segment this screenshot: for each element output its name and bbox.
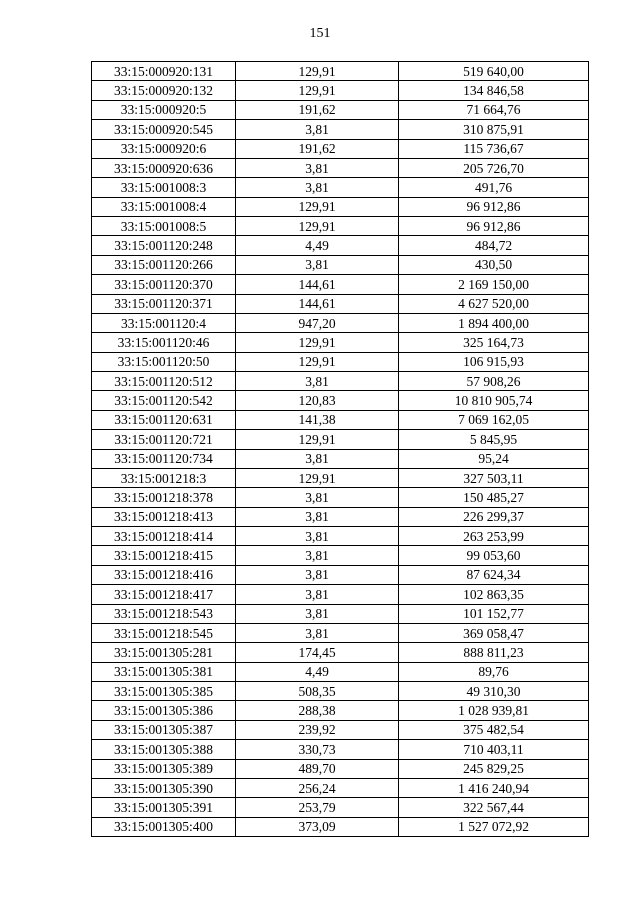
value-cell: 226 299,37 <box>399 507 589 526</box>
table-row <box>92 294 589 313</box>
table-row <box>92 217 589 236</box>
rate-cell: 4,49 <box>236 236 399 255</box>
rate-cell: 330,73 <box>236 740 399 759</box>
table-row <box>92 604 589 623</box>
value-cell: 369 058,47 <box>399 623 589 642</box>
cadastral-number-cell: 33:15:001305:386 <box>92 701 236 720</box>
value-cell: 375 482,54 <box>399 720 589 739</box>
cadastral-number-cell: 33:15:001120:512 <box>92 372 236 391</box>
rate-cell: 129,91 <box>236 197 399 216</box>
table-row <box>92 817 589 836</box>
value-cell: 430,50 <box>399 255 589 274</box>
cadastral-number-cell: 33:15:001008:4 <box>92 197 236 216</box>
table-row <box>92 178 589 197</box>
value-cell: 102 863,35 <box>399 585 589 604</box>
rate-cell: 174,45 <box>236 643 399 662</box>
cadastral-number-cell: 33:15:000920:636 <box>92 158 236 177</box>
rate-cell: 129,91 <box>236 81 399 100</box>
value-cell: 89,76 <box>399 662 589 681</box>
table-row <box>92 449 589 468</box>
table-body <box>92 62 589 837</box>
table-row <box>92 527 589 546</box>
table-row <box>92 565 589 584</box>
value-cell: 5 845,95 <box>399 430 589 449</box>
value-cell: 10 810 905,74 <box>399 391 589 410</box>
cadastral-number-cell: 33:15:001218:415 <box>92 546 236 565</box>
rate-cell: 947,20 <box>236 313 399 332</box>
rate-cell: 3,81 <box>236 372 399 391</box>
table-row <box>92 468 589 487</box>
cadastral-number-cell: 33:15:001120:734 <box>92 449 236 468</box>
table-row <box>92 81 589 100</box>
cadastral-number-cell: 33:15:001305:281 <box>92 643 236 662</box>
value-cell: 101 152,77 <box>399 604 589 623</box>
table-row <box>92 313 589 332</box>
rate-cell: 144,61 <box>236 294 399 313</box>
value-cell: 134 846,58 <box>399 81 589 100</box>
cadastral-number-cell: 33:15:001008:3 <box>92 178 236 197</box>
value-cell: 49 310,30 <box>399 682 589 701</box>
value-cell: 115 736,67 <box>399 139 589 158</box>
rate-cell: 3,81 <box>236 604 399 623</box>
value-cell: 888 811,23 <box>399 643 589 662</box>
rate-cell: 288,38 <box>236 701 399 720</box>
value-cell: 491,76 <box>399 178 589 197</box>
table-row <box>92 275 589 294</box>
value-cell: 57 908,26 <box>399 372 589 391</box>
table-row <box>92 798 589 817</box>
cadastral-number-cell: 33:15:001218:3 <box>92 468 236 487</box>
rate-cell: 129,91 <box>236 333 399 352</box>
cadastral-number-cell: 33:15:001305:388 <box>92 740 236 759</box>
table-row <box>92 488 589 507</box>
cadastral-number-cell: 33:15:000920:131 <box>92 62 236 81</box>
cadastral-number-cell: 33:15:001120:4 <box>92 313 236 332</box>
rate-cell: 239,92 <box>236 720 399 739</box>
rate-cell: 3,81 <box>236 120 399 139</box>
cadastral-number-cell: 33:15:001120:46 <box>92 333 236 352</box>
rate-cell: 256,24 <box>236 778 399 797</box>
rate-cell: 3,81 <box>236 178 399 197</box>
cadastral-number-cell: 33:15:000920:5 <box>92 100 236 119</box>
table-row <box>92 255 589 274</box>
rate-cell: 191,62 <box>236 100 399 119</box>
rate-cell: 144,61 <box>236 275 399 294</box>
cadastral-number-cell: 33:15:001305:391 <box>92 798 236 817</box>
rate-cell: 373,09 <box>236 817 399 836</box>
cadastral-number-cell: 33:15:001218:413 <box>92 507 236 526</box>
value-cell: 96 912,86 <box>399 197 589 216</box>
value-cell: 710 403,11 <box>399 740 589 759</box>
table-row <box>92 236 589 255</box>
cadastral-number-cell: 33:15:001218:416 <box>92 565 236 584</box>
value-cell: 87 624,34 <box>399 565 589 584</box>
rate-cell: 3,81 <box>236 255 399 274</box>
table-row <box>92 430 589 449</box>
cadastral-number-cell: 33:15:001305:387 <box>92 720 236 739</box>
rate-cell: 129,91 <box>236 217 399 236</box>
cadastral-number-cell: 33:15:001120:542 <box>92 391 236 410</box>
cadastral-number-cell: 33:15:001218:378 <box>92 488 236 507</box>
rate-cell: 129,91 <box>236 430 399 449</box>
cadastral-number-cell: 33:15:000920:132 <box>92 81 236 100</box>
table-row <box>92 507 589 526</box>
table-row <box>92 333 589 352</box>
rate-cell: 3,81 <box>236 527 399 546</box>
cadastral-number-cell: 33:15:001305:390 <box>92 778 236 797</box>
value-cell: 1 894 400,00 <box>399 313 589 332</box>
rate-cell: 3,81 <box>236 565 399 584</box>
cadastral-number-cell: 33:15:001305:389 <box>92 759 236 778</box>
value-cell: 1 416 240,94 <box>399 778 589 797</box>
value-cell: 484,72 <box>399 236 589 255</box>
cadastral-number-cell: 33:15:001120:370 <box>92 275 236 294</box>
rate-cell: 3,81 <box>236 449 399 468</box>
value-cell: 150 485,27 <box>399 488 589 507</box>
cadastral-number-cell: 33:15:000920:6 <box>92 139 236 158</box>
table-row <box>92 352 589 371</box>
table-row <box>92 546 589 565</box>
cadastral-number-cell: 33:15:001305:385 <box>92 682 236 701</box>
rate-cell: 120,83 <box>236 391 399 410</box>
rate-cell: 4,49 <box>236 662 399 681</box>
rate-cell: 253,79 <box>236 798 399 817</box>
cadastral-number-cell: 33:15:001305:400 <box>92 817 236 836</box>
table-row <box>92 740 589 759</box>
table-row <box>92 585 589 604</box>
value-cell: 71 664,76 <box>399 100 589 119</box>
value-cell: 1 028 939,81 <box>399 701 589 720</box>
rate-cell: 3,81 <box>236 158 399 177</box>
page-number: 151 <box>309 26 331 41</box>
value-cell: 263 253,99 <box>399 527 589 546</box>
cadastral-number-cell: 33:15:001120:266 <box>92 255 236 274</box>
table-row <box>92 120 589 139</box>
cadastral-number-cell: 33:15:001218:417 <box>92 585 236 604</box>
value-cell: 310 875,91 <box>399 120 589 139</box>
value-cell: 4 627 520,00 <box>399 294 589 313</box>
value-cell: 205 726,70 <box>399 158 589 177</box>
value-cell: 106 915,93 <box>399 352 589 371</box>
rate-cell: 3,81 <box>236 623 399 642</box>
table-row <box>92 662 589 681</box>
rate-cell: 141,38 <box>236 410 399 429</box>
rate-cell: 508,35 <box>236 682 399 701</box>
value-cell: 96 912,86 <box>399 217 589 236</box>
value-cell: 325 164,73 <box>399 333 589 352</box>
cadastral-number-cell: 33:15:001120:631 <box>92 410 236 429</box>
value-cell: 245 829,25 <box>399 759 589 778</box>
rate-cell: 3,81 <box>236 585 399 604</box>
rate-cell: 129,91 <box>236 468 399 487</box>
rate-cell: 129,91 <box>236 62 399 81</box>
table-row <box>92 391 589 410</box>
cadastral-number-cell: 33:15:001218:543 <box>92 604 236 623</box>
table-row <box>92 778 589 797</box>
value-cell: 99 053,60 <box>399 546 589 565</box>
rate-cell: 489,70 <box>236 759 399 778</box>
rate-cell: 191,62 <box>236 139 399 158</box>
value-cell: 95,24 <box>399 449 589 468</box>
cadastral-number-cell: 33:15:001218:545 <box>92 623 236 642</box>
value-cell: 519 640,00 <box>399 62 589 81</box>
rate-cell: 3,81 <box>236 507 399 526</box>
table-row <box>92 100 589 119</box>
table-row <box>92 682 589 701</box>
table-row <box>92 720 589 739</box>
cadastral-number-cell: 33:15:001120:50 <box>92 352 236 371</box>
cadastral-number-cell: 33:15:000920:545 <box>92 120 236 139</box>
cadastral-number-cell: 33:15:001305:381 <box>92 662 236 681</box>
value-cell: 2 169 150,00 <box>399 275 589 294</box>
table-row <box>92 158 589 177</box>
cadastral-number-cell: 33:15:001120:248 <box>92 236 236 255</box>
table-row <box>92 410 589 429</box>
value-cell: 327 503,11 <box>399 468 589 487</box>
table-row <box>92 197 589 216</box>
rate-cell: 3,81 <box>236 546 399 565</box>
rate-cell: 129,91 <box>236 352 399 371</box>
cadastral-number-cell: 33:15:001218:414 <box>92 527 236 546</box>
table-row <box>92 701 589 720</box>
cadastral-number-cell: 33:15:001120:371 <box>92 294 236 313</box>
table-row <box>92 759 589 778</box>
value-cell: 1 527 072,92 <box>399 817 589 836</box>
cadastral-value-table <box>91 61 589 837</box>
value-cell: 7 069 162,05 <box>399 410 589 429</box>
table-row <box>92 623 589 642</box>
table-row <box>92 139 589 158</box>
cadastral-number-cell: 33:15:001120:721 <box>92 430 236 449</box>
rate-cell: 3,81 <box>236 488 399 507</box>
cadastral-number-cell: 33:15:001008:5 <box>92 217 236 236</box>
table-row <box>92 62 589 81</box>
table-row <box>92 372 589 391</box>
table-row <box>92 643 589 662</box>
value-cell: 322 567,44 <box>399 798 589 817</box>
